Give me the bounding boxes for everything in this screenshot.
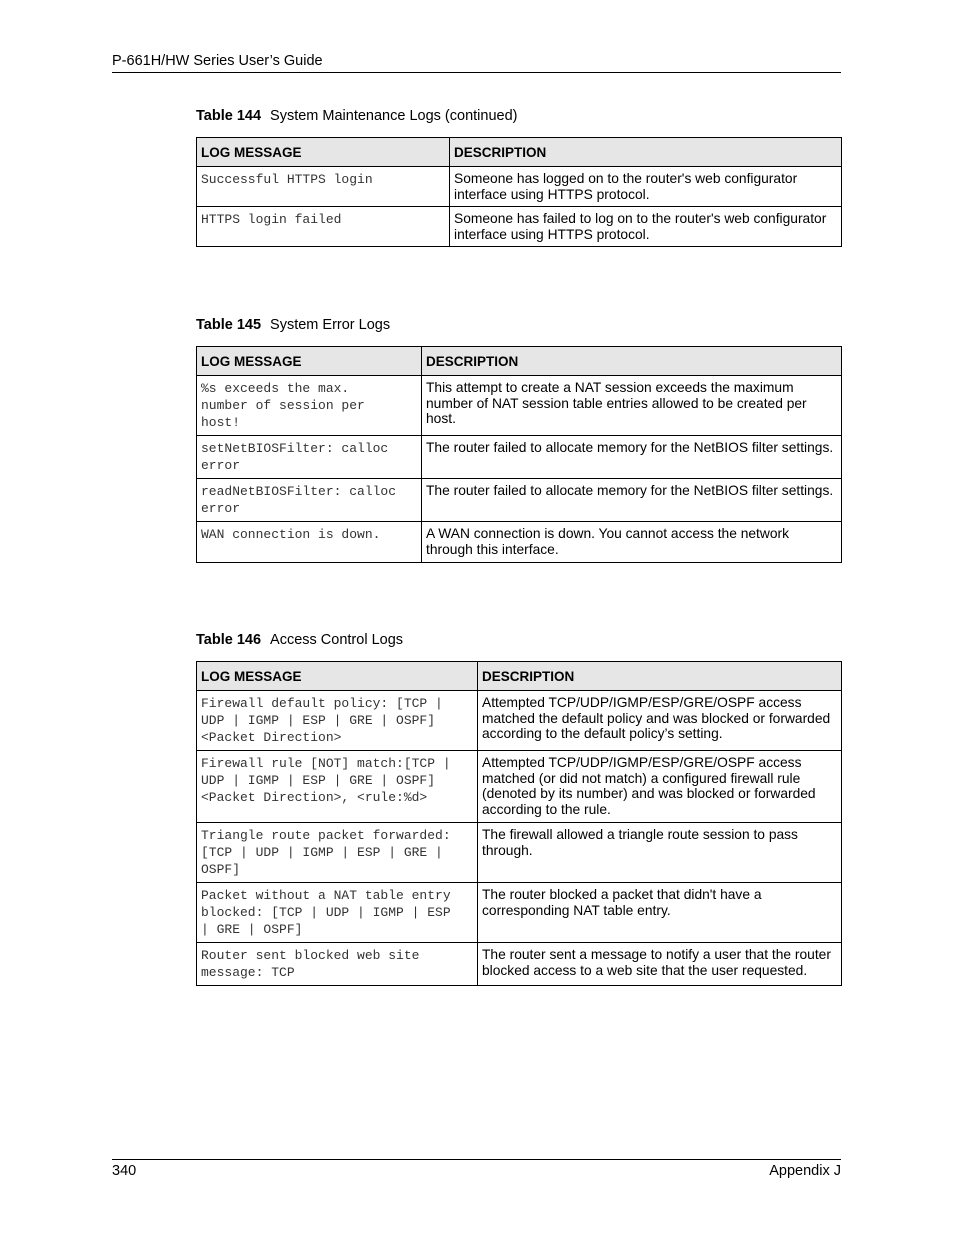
table-row bbox=[197, 167, 842, 207]
guide-title: P-661H/HW Series User’s Guide bbox=[112, 53, 323, 69]
table-row bbox=[197, 883, 842, 943]
log-message-cell: %s exceeds the max. number of session per host! bbox=[197, 376, 422, 436]
column-header-log-message: LOG MESSAGE bbox=[197, 138, 450, 167]
table-label: Table 144 bbox=[196, 108, 262, 124]
column-header-description: DESCRIPTION bbox=[422, 347, 842, 376]
description-cell: Attempted TCP/UDP/IGMP/ESP/GRE/OSPF access matched (or did not match) a configured firewall rule (denoted by its number) and was blocked or forwarded according to the rule. bbox=[478, 751, 842, 823]
table-label: Table 145 bbox=[196, 317, 262, 333]
column-header-description: DESCRIPTION bbox=[450, 138, 842, 167]
column-header-log-message: LOG MESSAGE bbox=[197, 662, 478, 691]
page-header bbox=[112, 52, 841, 73]
log-message-cell: Firewall default policy: [TCP | UDP | IGMP | ESP | GRE | OSPF] <Packet Direction> bbox=[197, 691, 478, 751]
table-caption bbox=[196, 317, 390, 333]
log-table-system-maintenance bbox=[196, 137, 842, 247]
log-table-system-error bbox=[196, 346, 842, 563]
log-message-cell: Router sent blocked web site message: TCP bbox=[197, 943, 478, 986]
log-message-cell: WAN connection is down. bbox=[197, 522, 422, 563]
table-row bbox=[197, 522, 842, 563]
description-cell: The firewall allowed a triangle route session to pass through. bbox=[478, 823, 842, 883]
table-label: Table 146 bbox=[196, 632, 262, 648]
table-caption bbox=[196, 108, 517, 124]
table-row bbox=[197, 691, 842, 751]
description-cell: Someone has failed to log on to the router's web configurator interface using HTTPS protocol. bbox=[450, 207, 842, 247]
log-message-cell: readNetBIOSFilter: calloc error bbox=[197, 479, 422, 522]
description-cell: The router failed to allocate memory for the NetBIOS filter settings. bbox=[422, 479, 842, 522]
section-name: Appendix J bbox=[769, 1163, 841, 1179]
table-row bbox=[197, 823, 842, 883]
table-row bbox=[197, 751, 842, 823]
table-title: System Maintenance Logs (continued) bbox=[270, 108, 518, 124]
description-cell: This attempt to create a NAT session exceeds the maximum number of NAT session table entries allowed to be created per host. bbox=[422, 376, 842, 436]
description-cell: The router failed to allocate memory for the NetBIOS filter settings. bbox=[422, 436, 842, 479]
table-row bbox=[197, 376, 842, 436]
log-message-cell: Successful HTTPS login bbox=[197, 167, 450, 207]
table-row bbox=[197, 479, 842, 522]
description-cell: A WAN connection is down. You cannot access the network through this interface. bbox=[422, 522, 842, 563]
log-message-cell: HTTPS login failed bbox=[197, 207, 450, 247]
column-header-description: DESCRIPTION bbox=[478, 662, 842, 691]
log-message-cell: Packet without a NAT table entry blocked: [TCP | UDP | IGMP | ESP | GRE | OSPF] bbox=[197, 883, 478, 943]
description-cell: The router blocked a packet that didn't have a corresponding NAT table entry. bbox=[478, 883, 842, 943]
table-row bbox=[197, 943, 842, 986]
description-cell: Someone has logged on to the router's web configurator interface using HTTPS protocol. bbox=[450, 167, 842, 207]
table-row bbox=[197, 207, 842, 247]
column-header-log-message: LOG MESSAGE bbox=[197, 347, 422, 376]
page-footer bbox=[112, 1159, 841, 1179]
table-caption bbox=[196, 632, 403, 648]
table-header-row bbox=[197, 138, 842, 167]
log-message-cell: Firewall rule [NOT] match:[TCP | UDP | IGMP | ESP | GRE | OSPF] <Packet Direction>, <rule:%d> bbox=[197, 751, 478, 823]
table-header-row bbox=[197, 347, 842, 376]
log-message-cell: setNetBIOSFilter: calloc error bbox=[197, 436, 422, 479]
table-header-row bbox=[197, 662, 842, 691]
table-title: Access Control Logs bbox=[270, 632, 404, 648]
page-number: 340 bbox=[112, 1163, 137, 1179]
description-cell: Attempted TCP/UDP/IGMP/ESP/GRE/OSPF access matched the default policy and was blocked or forwarded according to the default policy’s setting. bbox=[478, 691, 842, 751]
description-cell: The router sent a message to notify a user that the router blocked access to a web site that the user requested. bbox=[478, 943, 842, 986]
table-row bbox=[197, 436, 842, 479]
log-message-cell: Triangle route packet forwarded: [TCP | UDP | IGMP | ESP | GRE | OSPF] bbox=[197, 823, 478, 883]
table-title: System Error Logs bbox=[270, 317, 391, 333]
log-table-access-control bbox=[196, 661, 842, 986]
